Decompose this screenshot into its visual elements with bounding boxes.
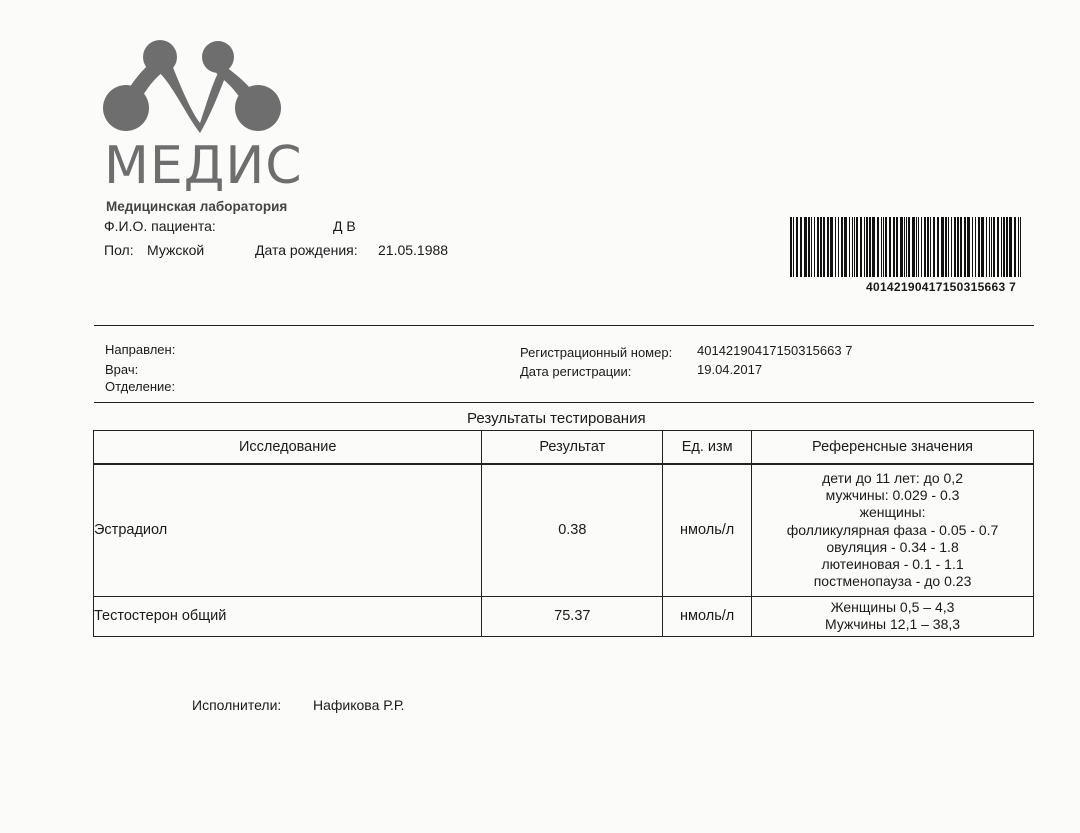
barcode-bar: [893, 217, 895, 277]
barcode-bar: [1003, 217, 1005, 277]
reference-line: овуляция - 0.34 - 1.8: [826, 538, 959, 555]
performers-value: Нафикова Р.Р.: [313, 697, 405, 713]
dob-value: 21.05.1988: [378, 242, 449, 258]
brand-subtitle: Медицинская лаборатория: [106, 199, 288, 214]
barcode-bar: [954, 217, 956, 277]
barcode-bar: [989, 217, 990, 277]
table-header-row: [94, 431, 1034, 465]
barcode-bar: [1014, 217, 1016, 277]
barcode-bar: [906, 217, 907, 277]
barcode-bar: [900, 217, 903, 277]
barcode-bar: [997, 217, 999, 277]
barcode-bar: [1020, 217, 1021, 277]
test-unit: нмоль/л: [663, 464, 752, 596]
patient-name-label: Ф.И.О. пациента:: [104, 218, 216, 234]
barcode-bar: [921, 217, 922, 277]
barcode-bar: [790, 217, 792, 277]
reg-date-label: Дата регистрации:: [520, 364, 632, 379]
barcode-bar: [945, 217, 947, 277]
test-result: 0.38: [482, 464, 663, 596]
barcode-bar: [817, 217, 819, 277]
barcode-bar: [854, 217, 855, 277]
barcode-bar: [844, 217, 847, 277]
header-test: Исследование: [94, 431, 482, 465]
barcode-bar: [927, 217, 929, 277]
barcode-bar: [881, 217, 882, 277]
barcode-bar: [964, 217, 966, 277]
barcode-bar: [986, 217, 987, 277]
barcode-bar: [933, 217, 935, 277]
barcode-bar: [885, 217, 887, 277]
reg-number-value: 40142190417150315663 7: [697, 343, 853, 358]
reg-number-label: Регистрационный номер:: [520, 345, 673, 360]
performers-label: Исполнители:: [192, 697, 282, 713]
department-label: Отделение:: [105, 379, 176, 394]
reference-line: лютеиновая - 0.1 - 1.1: [821, 556, 964, 573]
barcode-bar: [872, 217, 875, 277]
barcode-bar: [930, 217, 931, 277]
barcode-bar: [841, 217, 843, 277]
barcode-bar: [889, 217, 891, 277]
brand-name: МЕДИС: [104, 136, 303, 196]
barcode-bar: [972, 217, 973, 277]
doctor-label: Врач:: [105, 362, 139, 377]
barcode-bar: [808, 217, 810, 277]
barcode-bar: [820, 217, 822, 277]
reg-date-value: 19.04.2017: [697, 362, 763, 377]
test-name: Тестостерон общий: [94, 596, 482, 636]
header-result: Результат: [482, 431, 663, 465]
sex-value: Мужской: [147, 242, 205, 258]
barcode-bar: [866, 217, 868, 277]
barcode-bar: [951, 217, 952, 277]
test-reference: [752, 596, 1034, 636]
reference-line: мужчины: 0.029 - 0.3: [825, 487, 960, 503]
directed-label: Направлен:: [105, 342, 176, 357]
barcode-bar: [823, 217, 825, 277]
barcode-bar: [869, 217, 871, 277]
barcode-bar: [877, 217, 879, 277]
barcode-bar: [800, 217, 802, 277]
barcode-bar: [916, 217, 917, 277]
divider-middle: [94, 402, 1034, 403]
barcode-bar: [904, 217, 905, 277]
barcode-bar: [1018, 217, 1019, 277]
barcode-bar: [793, 217, 794, 277]
barcode-bar: [941, 217, 944, 277]
reference-line: женщины:: [859, 504, 926, 521]
results-title: Результаты тестирования: [467, 410, 646, 427]
barcode-bar: [993, 217, 995, 277]
sex-label: Пол:: [104, 242, 134, 258]
barcode-bar: [975, 217, 976, 277]
barcode-bar: [860, 217, 862, 277]
barcode-bar: [924, 217, 926, 277]
barcode-bar: [814, 217, 815, 277]
barcode-bar: [830, 217, 833, 277]
barcode-bar: [908, 217, 910, 277]
barcode: [790, 217, 1022, 277]
test-reference: [752, 464, 1034, 596]
barcode-bar: [849, 217, 850, 277]
reference-line: постменопауза - до 0.23: [813, 573, 972, 590]
header-reference: Референсные значения: [752, 431, 1034, 465]
barcode-bar: [981, 217, 984, 277]
patient-name-value: Д В: [333, 218, 356, 234]
barcode-bar: [937, 217, 939, 277]
table-row: [94, 464, 1034, 596]
reference-line: дети до 11 лет: до 0,2: [822, 469, 963, 486]
barcode-bar: [811, 217, 812, 277]
barcode-bar: [957, 217, 959, 277]
barcode-bar: [856, 217, 858, 277]
results-table: [93, 430, 1034, 637]
barcode-bar: [991, 217, 992, 277]
barcode-bar: [960, 217, 962, 277]
barcode-bar: [967, 217, 970, 277]
barcode-bar: [804, 217, 807, 277]
barcode-bar: [1006, 217, 1008, 277]
barcode-bar: [978, 217, 980, 277]
barcode-bar: [883, 217, 884, 277]
reference-line: Мужчины 12,1 – 38,3: [825, 616, 961, 632]
test-result: 75.37: [482, 596, 663, 636]
barcode-bar: [896, 217, 898, 277]
reference-line: Женщины 0,5 – 4,3: [830, 598, 955, 615]
table-row: [94, 596, 1034, 636]
test-unit: нмоль/л: [663, 596, 752, 636]
barcode-bar: [838, 217, 839, 277]
barcode-bar: [852, 217, 853, 277]
barcode-bar: [835, 217, 836, 277]
barcode-bar: [912, 217, 915, 277]
barcode-bar: [918, 217, 919, 277]
barcode-bar: [948, 217, 949, 277]
dob-label: Дата рождения:: [255, 242, 358, 258]
barcode-bar: [1009, 217, 1012, 277]
barcode-bar: [864, 217, 865, 277]
barcode-bar: [796, 217, 798, 277]
reference-line: фолликулярная фаза - 0.05 - 0.7: [786, 521, 999, 538]
header-unit: Ед. изм: [663, 431, 752, 465]
barcode-bar: [1001, 217, 1002, 277]
test-name: Эстрадиол: [94, 464, 482, 596]
barcode-bar: [827, 217, 829, 277]
barcode-number: 40142190417150315663 7: [866, 280, 1017, 294]
divider-top: [94, 325, 1034, 326]
